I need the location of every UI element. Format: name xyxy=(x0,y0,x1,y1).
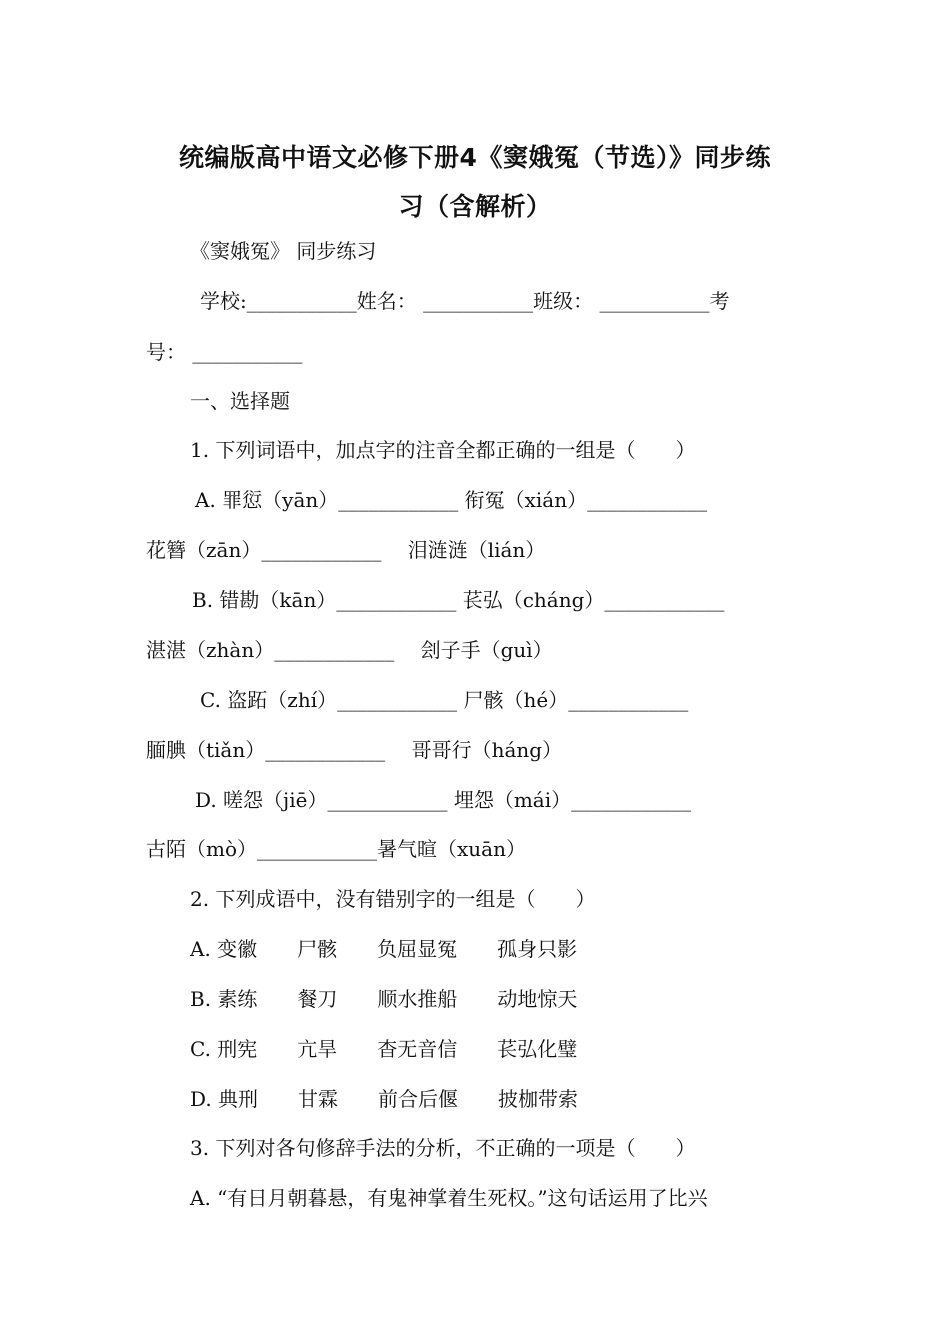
doc-title-line1: 统编版高中语文必修下册4《窦娥冤（节选）》同步练 xyxy=(179,143,771,172)
question-2-option-a: A. 变徽 尸骸 负屈显冤 孤身只影 xyxy=(190,937,578,961)
question-1-option-b: B. 错勘（kān）____________ 苌弘（cháng）____________ xyxy=(192,588,725,612)
question-2-stem: 2. 下列成语中，没有错别字的一组是（ ） xyxy=(190,887,596,911)
subtitle: 《窦娥冤》 同步练习 xyxy=(190,239,377,263)
question-2-option-d: D. 典刑 甘霖 前合后偃 披枷带索 xyxy=(190,1087,579,1111)
student-info-line2: 号： ___________ xyxy=(146,340,303,364)
question-2-option-b: B. 素练 餐刀 顺水推船 动地惊天 xyxy=(190,987,578,1011)
question-1-stem: 1. 下列词语中，加点字的注音全都正确的一组是（ ） xyxy=(190,438,696,462)
question-1-option-c-cont: 腼腆（tiǎn）____________ 哥哥行（háng） xyxy=(146,738,563,762)
student-info-line1: 学校:___________姓名： ___________班级： ___________考 xyxy=(200,289,730,313)
question-1-option-d-cont: 古陌（mò）____________暑气暄（xuān） xyxy=(146,837,526,861)
question-1-option-a: A. 罪愆（yān）____________ 衔冤（xián）____________ xyxy=(195,488,708,512)
doc-title-line2: 习（含解析） xyxy=(398,192,552,221)
question-3-stem: 3. 下列对各句修辞手法的分析，不正确的一项是（ ） xyxy=(190,1136,696,1160)
question-1-option-a-cont: 花簪（zān）____________ 泪涟涟（lián） xyxy=(146,538,546,562)
section-heading: 一、选择题 xyxy=(190,389,290,413)
question-1-option-c: C. 盗跖（zhí）____________ 尸骸（hé）____________ xyxy=(200,688,689,712)
question-3-option-a: A. “有日月朝暮悬，有鬼神掌着生死权。”这句话运用了比兴 xyxy=(190,1186,708,1210)
question-2-option-c: C. 刑宪 亢旱 杳无音信 苌弘化璧 xyxy=(190,1037,578,1061)
question-1-option-d: D. 嗟怨（jiē）____________ 埋怨（mái）____________ xyxy=(195,788,692,812)
question-1-option-b-cont: 湛湛（zhàn）____________ 刽子手（guì） xyxy=(146,638,553,662)
